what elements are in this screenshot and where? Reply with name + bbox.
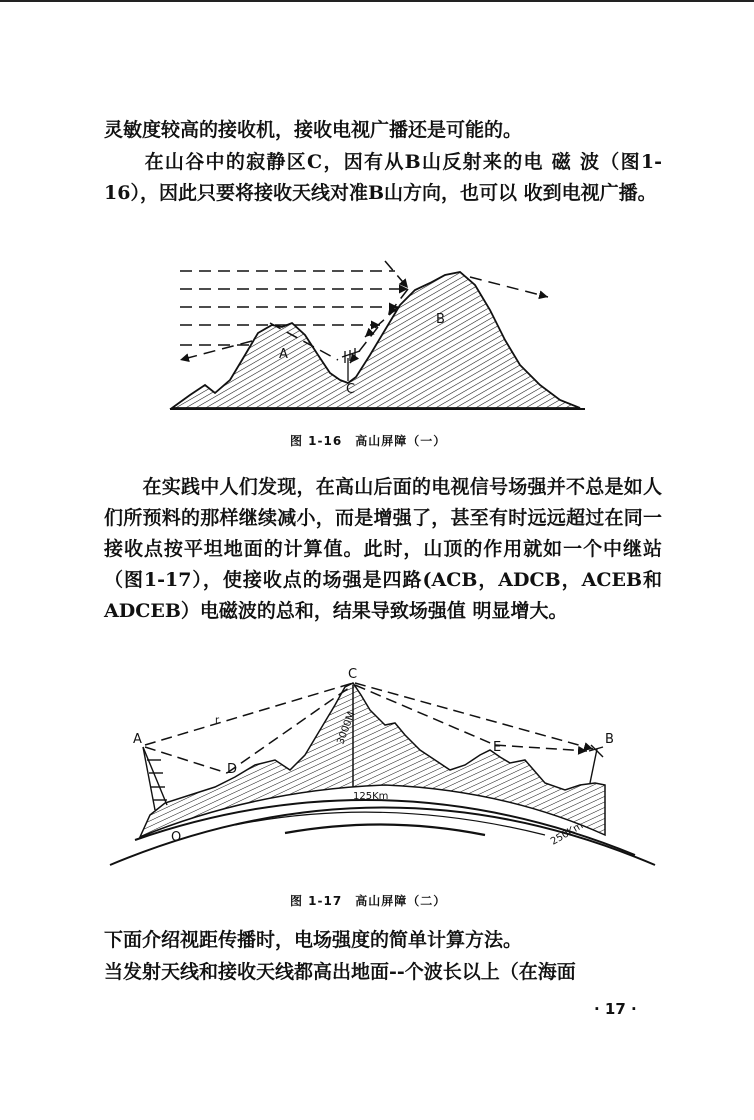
page-number: · 17 · bbox=[594, 1000, 637, 1018]
label-a: A bbox=[133, 732, 142, 747]
paragraph-5: 当发射天线和接收天线都高出地面--个波长以上（在海面 bbox=[104, 961, 576, 983]
figure-1-16-caption: 图 1-16 高山屏障（一） bbox=[290, 434, 447, 448]
distance-label-125: 125Km bbox=[353, 791, 389, 802]
label-b: B bbox=[605, 732, 614, 747]
label-a: A bbox=[279, 347, 288, 362]
paragraph-4: 下面介绍视距传播时，电场强度的简单计算方法。 bbox=[104, 929, 523, 951]
label-c: C bbox=[346, 382, 356, 397]
label-r: r bbox=[215, 715, 220, 726]
mountain-profile bbox=[172, 272, 580, 408]
distance-label-250: 250Km bbox=[549, 820, 586, 848]
receive-antenna-icon bbox=[589, 745, 603, 783]
label-b: B bbox=[436, 312, 445, 327]
top-border bbox=[0, 0, 754, 2]
figure-1-17 bbox=[105, 665, 660, 880]
terrain-profile bbox=[140, 683, 605, 837]
label-d: D bbox=[227, 762, 238, 777]
height-label: 3000M bbox=[335, 710, 358, 747]
label-e: E bbox=[493, 740, 502, 755]
paragraph-3: 在实践中人们发现，在高山后面的电视信号场强并不总是如人们所预料的那样继续减小，而是增强了，甚至有时远远超过在同一接收点按平坦地面的计算值。此时，山顶的作用就如一个中继站（图1-17），使接收点的场强是四路(ACB，ADCB，ACEB和ADCEB）电磁波的总和，结果导致场强值 明显增大。 bbox=[104, 476, 662, 622]
paragraph-1: 灵敏度较高的接收机，接收电视广播还是可能的。 bbox=[104, 119, 523, 141]
label-o: O bbox=[171, 830, 182, 845]
label-c: C bbox=[348, 667, 358, 682]
transmit-tower-icon bbox=[143, 747, 167, 810]
figure-1-16 bbox=[160, 255, 620, 420]
figure-1-17-caption: 图 1-17 高山屏障（二） bbox=[290, 894, 447, 908]
paragraph-2: 在山谷中的寂静区C，因有从B山反射来的电 磁 波（图1-16），因此只要将接收天线对准B山方向，也可以 收到电视广播。 bbox=[104, 151, 662, 204]
